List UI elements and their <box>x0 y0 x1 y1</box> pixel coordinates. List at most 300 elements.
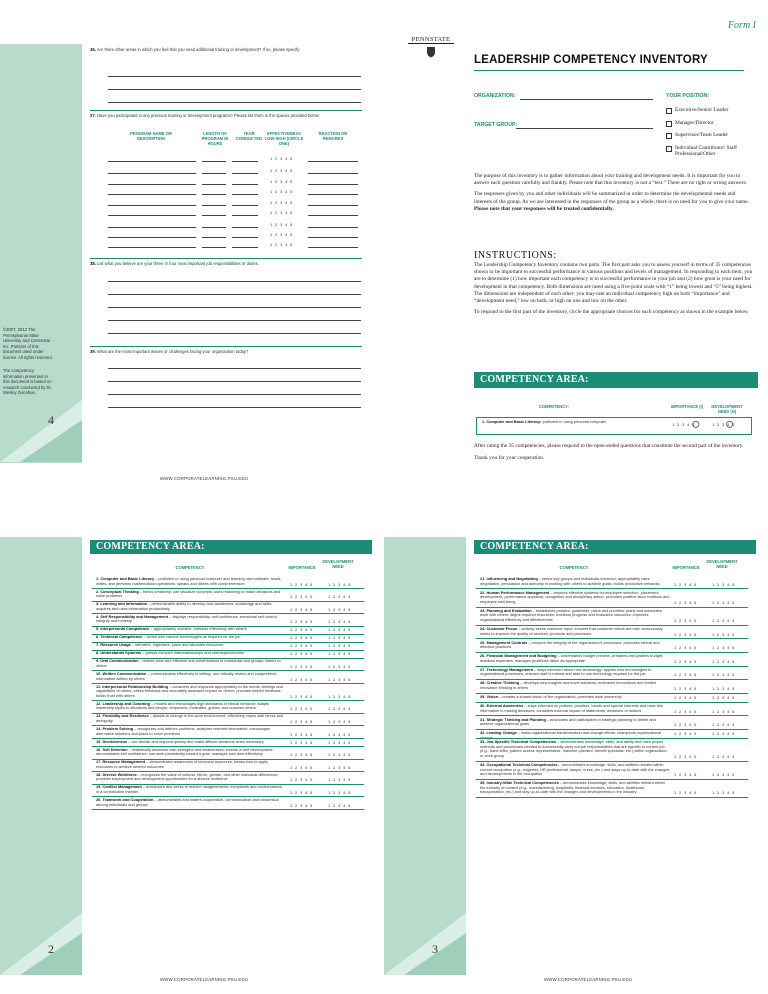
answer-line[interactable] <box>108 102 361 103</box>
confidentiality-note: Please note that your responses will be treated confidentially. <box>474 205 614 212</box>
col-reaction: REACTION OR REMARKS <box>318 131 348 141</box>
development-scale[interactable]: 1 2 3 4 5 <box>328 594 352 600</box>
importance-scale[interactable]: 1 2 3 4 5 <box>290 619 314 625</box>
length-field[interactable] <box>202 184 226 185</box>
sidebar-band <box>0 537 82 975</box>
question-36 <box>90 47 360 53</box>
development-scale[interactable]: 1 2 3 4 5 <box>712 790 736 796</box>
competency-text <box>96 672 286 681</box>
importance-scale[interactable]: 1 2 3 4 5 <box>674 722 698 728</box>
answer-line[interactable] <box>108 76 361 77</box>
development-scale[interactable]: 1 2 3 4 5 <box>712 722 736 728</box>
competency-desc: – can decide and respond quickly and make difficult decisions when necessary <box>127 738 264 744</box>
col-effectiveness: EFFECTIVENESS LOW HIGH (CIRCLE ONE) <box>264 131 304 146</box>
col-importance: IMPORTANCE <box>672 565 700 570</box>
program-name-field[interactable] <box>108 247 196 248</box>
question-number: 36. <box>90 47 96 52</box>
example-title: 1. Computer and Basic Literacy: <box>482 419 542 424</box>
competency-title: 23. Planning and Evaluation <box>480 607 532 613</box>
example-col-competency: COMPETENCY: <box>539 404 569 409</box>
competency-desc: – recognizes and defines problems, analyzes relevant information; encourages alternative solutions and plans to solve problems <box>96 726 270 736</box>
importance-scale[interactable]: 1 2 3 4 5 <box>290 731 314 737</box>
effectiveness-scale[interactable]: 1 2 3 4 5 <box>270 156 294 161</box>
competency-title: 14. Problem Solving <box>96 726 134 731</box>
answer-line[interactable] <box>108 281 361 282</box>
competency-text <box>480 577 670 586</box>
competency-text <box>480 654 670 663</box>
competency-text <box>96 685 286 699</box>
importance-scale[interactable]: 1 2 3 4 5 <box>674 754 698 759</box>
competency-desc: – grasps complex interrelationships and interdependencies <box>141 650 244 656</box>
competency-desc: – demonstrates knowledge, skills, and abilities needed within current occupation (e.g., engineer, HR professional, lawyer, nurse, etc.) and stays up-to-date with the changes and developments in the occupation <box>480 762 670 777</box>
importance-scale[interactable]: 1 2 3 4 5 <box>674 645 698 651</box>
instructions-heading: INSTRUCTIONS: <box>474 250 557 261</box>
importance-scale[interactable]: 1 2 3 4 5 <box>290 635 314 641</box>
answer-line[interactable] <box>108 407 361 408</box>
circled-rating-marks <box>384 0 768 497</box>
importance-scale[interactable]: 1 2 3 4 5 <box>290 693 314 699</box>
development-scale[interactable]: 1 2 3 4 5 <box>328 731 352 737</box>
col-development: DEVELOPMENT NEED <box>706 559 738 569</box>
page-number: 3 <box>432 942 438 956</box>
program-name-field[interactable] <box>108 194 196 195</box>
sidebar-copyright: ©2007, 2012 The Pennsylvania State University and Centrestar Inc. Portions of this document used under license. All rights reserved. <box>3 327 53 360</box>
importance-scale[interactable]: 1 2 3 4 5 <box>674 599 698 605</box>
program-name-field[interactable] <box>108 173 196 174</box>
effectiveness-scale[interactable]: 1 2 3 4 5 <box>270 179 294 184</box>
example-importance-scale: 1 2 3 4 5 <box>672 422 696 427</box>
importance-scale[interactable]: 1 2 3 4 5 <box>674 772 698 778</box>
importance-scale[interactable]: 1 2 3 4 5 <box>290 739 314 745</box>
competency-desc: – makes clear and effective oral presentations to individuals and groups; listens to others <box>96 658 281 668</box>
competency-desc: – anticipates and seeks to resolve disagreements, complaints and confrontations in a constructive manner <box>96 784 282 794</box>
competency-title: 25. Management Controls <box>480 639 528 645</box>
page-number: 4 <box>48 413 54 427</box>
year-field[interactable] <box>232 215 258 216</box>
remarks-field[interactable] <box>308 161 358 162</box>
competency-desc: – appropriately sociable, interacts effectively with others <box>149 626 247 632</box>
competency-text <box>96 577 286 586</box>
importance-scale[interactable]: 1 2 3 4 5 <box>290 790 314 795</box>
competency-text <box>96 785 286 794</box>
position-option-label: Executive/Senior Leader <box>675 107 729 113</box>
answer-line[interactable] <box>108 320 361 321</box>
remarks-field[interactable] <box>308 215 358 216</box>
instructions-paragraph-2: To respond to the first part of the inventory, circle the appropriate choices for each competency as shown in the example below. <box>474 309 749 316</box>
competency-desc: – considers and responds appropriately to the needs, feelings and capabilities of others; seeks feedback and accurately assesses impact on others; provides helpful feedback; builds trust with others <box>96 683 283 698</box>
effectiveness-scale[interactable]: 1 2 3 4 5 <box>270 222 294 227</box>
example-development-scale: 1 2 3 4 5 <box>712 422 736 427</box>
col-importance: IMPORTANCE <box>288 565 316 570</box>
form-label: Form I <box>727 20 756 31</box>
remarks-field[interactable] <box>308 237 358 238</box>
competency-text <box>96 602 286 611</box>
competency-title: 30. External Awareness <box>480 703 524 708</box>
development-scale[interactable]: 1 2 3 4 5 <box>328 739 352 745</box>
competency-desc: – creates a shared vision of the organization; promotes wide ownership <box>498 694 622 699</box>
answer-line[interactable] <box>108 381 361 382</box>
year-field[interactable] <box>232 227 258 228</box>
year-field[interactable] <box>232 237 258 238</box>
competency-title: 33. Job-Specific Technical Competencies <box>480 739 557 745</box>
development-scale[interactable]: 1 2 3 4 5 <box>712 581 736 587</box>
competency-desc: – stays informed about new technology; applies new technologies to organizational processes; ensures staff is trained and able to use technology required for the job <box>480 666 652 677</box>
program-name-field[interactable] <box>108 205 196 206</box>
development-scale[interactable]: 1 2 3 4 5 <box>712 708 736 714</box>
intro-paragraph-1: The purpose of this inventory is to gather information about your training and development needs. It is important for you to answer each question carefully and frankly. Please note that this inventory is not a “test.” There are no right or wrong answers. <box>474 173 747 187</box>
closing-text <box>474 443 754 462</box>
competency-title: 16. Self Direction <box>96 746 128 752</box>
competency-text <box>96 714 286 723</box>
competency-text <box>96 702 286 711</box>
competency-title: 32. Leading Change <box>480 730 517 736</box>
competency-text <box>480 704 670 713</box>
answer-line[interactable] <box>108 307 361 308</box>
importance-scale[interactable]: 1 2 3 4 5 <box>290 706 314 712</box>
example-col-importance: IMPORTANCE (I) <box>670 404 704 409</box>
length-field[interactable] <box>202 247 226 248</box>
importance-scale[interactable]: 1 2 3 4 5 <box>290 594 314 600</box>
length-field[interactable] <box>202 194 226 195</box>
competency-text <box>480 668 670 677</box>
length-field[interactable] <box>202 205 226 206</box>
competency-text <box>480 763 670 777</box>
competency-area-banner: COMPETENCY AREA: <box>90 540 372 554</box>
effectiveness-scale[interactable]: 1 2 3 4 5 <box>270 189 294 194</box>
development-scale[interactable]: 1 2 3 4 5 <box>712 631 736 637</box>
example-desc: proficient in using personal computer <box>542 419 607 424</box>
question-number: 39. <box>90 349 96 354</box>
remarks-field[interactable] <box>308 227 358 228</box>
development-scale[interactable]: 1 2 3 4 5 <box>712 645 736 651</box>
competency-title: 3. Learning and Information <box>96 601 148 607</box>
importance-scale[interactable]: 1 2 3 4 5 <box>290 664 314 669</box>
importance-scale[interactable]: 1 2 3 4 5 <box>290 627 314 633</box>
competency-title: 7. Resource Usage <box>96 642 131 648</box>
competency-desc: – models and encourages high standards of ethical behavior; adapts leadership styles to situations and people; empowers, motivates, guides, and coaches others <box>96 700 270 711</box>
competency-desc: – recognizes the value of cultural, ethnic, gender, and other individual differences; provides employment and development opportunities for a diverse workforce <box>96 771 279 782</box>
competency-desc: – develops new insights and novel solutions; embraces innovations and fosters innovative thinking in others <box>480 680 657 690</box>
footer-url: WWW.CORPORATELEARNING.PSU.EDU <box>544 977 633 982</box>
program-name-field[interactable] <box>108 237 196 238</box>
page-number: 2 <box>48 942 54 956</box>
program-name-field[interactable] <box>108 227 196 228</box>
competency-title: 9. Oral Communication <box>96 658 139 664</box>
competency-title: 28. Creative Thinking <box>480 680 520 686</box>
competency-title: 31. Strategic Thinking and Planning <box>480 716 546 722</box>
effectiveness-scale[interactable]: 1 2 3 4 5 <box>270 168 294 173</box>
importance-scale[interactable]: 1 2 3 4 5 <box>674 686 698 691</box>
year-field[interactable] <box>232 205 258 206</box>
target-group-label: TARGET GROUP: <box>474 122 518 128</box>
position-option-label: Supervisor/Team Leader <box>675 132 729 138</box>
competency-title: 20. Teamwork and Cooperation <box>96 797 154 802</box>
development-scale[interactable]: 1 2 3 4 5 <box>328 635 352 641</box>
question-39 <box>90 349 360 355</box>
competency-title: 27. Technology Management <box>480 666 533 672</box>
importance-scale[interactable]: 1 2 3 4 5 <box>290 676 314 682</box>
year-field[interactable] <box>232 161 258 162</box>
col-length: LENGTH OF PROGRAM IN HOURS <box>201 131 229 146</box>
development-scale[interactable]: 1 2 3 4 5 <box>712 618 736 623</box>
example-col-development: DEVELOPMENT NEED (N) <box>711 404 743 414</box>
competency-text <box>480 781 670 795</box>
competency-title: 21. Influencing and Negotiating <box>480 576 538 581</box>
development-scale[interactable]: 1 2 3 4 5 <box>328 764 352 770</box>
col-competency: COMPETENCY <box>175 565 205 570</box>
sidebar-band <box>384 537 466 975</box>
importance-scale[interactable]: 1 2 3 4 5 <box>290 777 314 783</box>
development-scale[interactable]: 1 2 3 4 5 <box>712 772 736 778</box>
competency-desc: – understands budget process, prepares and justifies budget; monitors expenses; manages profit/loss ratios as appropriate <box>480 653 664 663</box>
competency-desc: – ensures the integrity of the organization's processes; promotes ethical and effective practices <box>480 639 660 650</box>
competency-desc: – actively seeks customer input; ensures that customer needs are met; continuously seeks to improve the quality of services, products and processes <box>480 626 663 636</box>
competency-desc: – thinks creatively; can visualize concepts; uses reasoning to make decisions and solve problems <box>96 588 281 599</box>
question-text: Are there other areas in which you feel that you need additional training or development? If so, please specify: <box>96 47 301 52</box>
question-number: 38. <box>90 261 96 266</box>
closing-paragraph-1: After rating the 35 competencies, please respond to the open-ended questions that constitute the second part of the inventory. <box>474 443 744 449</box>
development-scale[interactable]: 1 2 3 4 5 <box>712 686 736 691</box>
importance-scale[interactable]: 1 2 3 4 5 <box>290 643 314 649</box>
importance-scale[interactable]: 1 2 3 4 5 <box>290 764 314 770</box>
remarks-field[interactable] <box>308 173 358 174</box>
remarks-field[interactable] <box>308 194 358 195</box>
importance-scale[interactable]: 1 2 3 4 5 <box>290 752 314 758</box>
development-scale[interactable]: 1 2 3 4 5 <box>328 752 352 758</box>
footer-url: WWW.CORPORATELEARNING.PSU.EDU <box>160 977 249 982</box>
col-competency: COMPETENCY <box>559 565 589 570</box>
importance-scale[interactable]: 1 2 3 4 5 <box>674 631 698 637</box>
competency-title: 6. Technical Competence <box>96 634 143 640</box>
col-program: PROGRAM NAME OR DESCRIPTION <box>130 131 172 141</box>
competency-desc: – works with various technologies as required for the job <box>142 634 241 640</box>
competency-text <box>480 627 670 636</box>
remarks-field[interactable] <box>308 184 358 185</box>
importance-scale[interactable]: 1 2 3 4 5 <box>290 802 314 808</box>
importance-scale[interactable]: 1 2 3 4 5 <box>290 719 314 724</box>
competency-desc: – communicates effectively in writing; can critically review and comprehend information written by others <box>96 671 277 681</box>
answer-line[interactable] <box>108 368 361 369</box>
answer-line[interactable] <box>108 89 361 90</box>
development-circle-mark <box>727 421 733 427</box>
competency-title: 24. Customer Focus <box>480 626 518 631</box>
effectiveness-scale[interactable]: 1 2 3 4 5 <box>270 200 294 205</box>
competency-desc: – adapts to change in the work environment; effectively copes with stress and ambiguity <box>96 713 284 723</box>
item-divider <box>92 809 364 810</box>
sidebar-research-note: The competency information presented in this document is based on research conducted by Dr. Wesley Donahue. <box>3 368 52 396</box>
competency-desc: – establishes policies, guidelines, plans and priorities; plans and schedules work with others; aligns required resources; monitors progress and evaluates outcomes; improves organizational efficiency and effectiveness <box>480 607 662 622</box>
competency-desc: – identifies, organizes, plans and allocates resources <box>130 642 224 648</box>
position-option-label: Manager/Director <box>675 119 714 126</box>
development-scale[interactable]: 1 2 3 4 5 <box>328 581 352 587</box>
competency-text <box>96 798 286 807</box>
competency-desc: – demonstrates ability to develop new awareness, knowledge and skills; acquires and uses information productively <box>96 601 273 611</box>
answer-line[interactable] <box>108 333 361 334</box>
page-4 <box>0 0 384 497</box>
importance-scale[interactable]: 1 2 3 4 5 <box>290 651 314 657</box>
competency-text <box>96 773 286 782</box>
competency-title: 29. Vision <box>480 694 499 699</box>
competency-title: 8. Understands Systems <box>96 650 142 656</box>
competency-desc: – displays responsibility, self confidence, emotional self control, integrity and honesty <box>96 613 278 624</box>
competency-text <box>480 609 670 623</box>
competency-text <box>480 718 670 727</box>
competency-text <box>96 635 286 640</box>
competency-text <box>96 748 286 757</box>
length-field[interactable] <box>202 215 226 216</box>
item-divider <box>476 797 748 798</box>
page-corner-decoration <box>384 913 466 975</box>
competency-text <box>480 740 670 758</box>
development-scale[interactable]: 1 2 3 4 5 <box>328 706 352 712</box>
competency-text <box>480 591 670 605</box>
development-scale[interactable]: 1 2 3 4 5 <box>328 802 352 808</box>
intro-paragraph-2-text: The responses given by you and other individuals will be summarized in order to determine the developmental needs and interests of the group. As we are interested in the responses of the group as a whole, there is no need for you to give your name. <box>474 191 749 205</box>
length-field[interactable] <box>202 173 226 174</box>
importance-scale[interactable]: 1 2 3 4 5 <box>674 618 698 623</box>
competency-title: 22. Human Performance Management <box>480 589 550 595</box>
your-position-label: YOUR POSITION: <box>666 93 709 99</box>
organization-label: ORGANIZATION: <box>474 93 516 99</box>
question-38 <box>90 261 360 267</box>
logo-wordmark: PENNSTATE <box>408 36 454 44</box>
competency-title: 35. Industry-Wide Technical Competencies <box>480 780 559 786</box>
development-scale[interactable]: 1 2 3 4 5 <box>328 643 352 649</box>
competency-title: 12. Leadership and Coaching <box>96 700 151 706</box>
competency-title: 2. Conceptual Thinking <box>96 588 139 594</box>
development-scale[interactable]: 1 2 3 4 5 <box>712 658 736 664</box>
development-scale[interactable]: 1 2 3 4 5 <box>328 693 352 699</box>
development-scale[interactable]: 1 2 3 4 5 <box>712 672 736 678</box>
development-scale[interactable]: 1 2 3 4 5 <box>328 790 352 795</box>
development-scale[interactable]: 1 2 3 4 5 <box>712 731 736 737</box>
competency-desc: – ensures effective systems for employee selection, placement, development, performance appraisal, recognition and disciplinary action; promotes positive labor relations and employee well-being <box>480 589 670 604</box>
answer-line[interactable] <box>108 394 361 395</box>
question-text: List what you believe are your three or four most important job responsibilities or duties. <box>97 261 259 266</box>
importance-scale[interactable]: 1 2 3 4 5 <box>674 790 698 796</box>
section-divider <box>90 346 362 347</box>
remarks-field[interactable] <box>308 247 358 248</box>
competency-area-banner: COMPETENCY AREA: <box>474 372 758 388</box>
competency-desc: – stays informed on policies, priorities, trends and special interests and uses this information in making decisions; considers external impact of statements, decisions or actions <box>480 703 663 713</box>
importance-scale[interactable]: 1 2 3 4 5 <box>674 658 698 664</box>
competency-area-banner: COMPETENCY AREA: <box>474 540 756 554</box>
effectiveness-scale[interactable]: 1 2 3 4 5 <box>270 232 294 237</box>
competency-title: 13. Flexibility and Resilience <box>96 713 149 719</box>
page-title: LEADERSHIP COMPETENCY INVENTORY <box>474 54 708 66</box>
answer-line[interactable] <box>108 294 361 295</box>
importance-circle-mark <box>693 421 699 427</box>
remarks-field[interactable] <box>308 205 358 206</box>
length-field[interactable] <box>202 161 226 162</box>
importance-scale[interactable]: 1 2 3 4 5 <box>674 672 698 678</box>
development-scale[interactable]: 1 2 3 4 5 <box>328 777 352 783</box>
importance-scale[interactable]: 1 2 3 4 5 <box>674 731 698 737</box>
competency-desc: – keeps key groups and individuals informed; appropriately uses negotiation, persuasion and authority in working with others to achieve goals; builds productive networks <box>480 576 660 586</box>
competency-title: 1. Computer and Basic Literacy <box>96 576 155 581</box>
competency-text <box>96 740 286 745</box>
competency-text <box>96 590 286 599</box>
development-scale[interactable]: 1 2 3 4 5 <box>328 664 352 669</box>
importance-scale[interactable]: 1 2 3 4 5 <box>290 606 314 612</box>
competency-desc: – demonstrates awareness of technical resources; knows how to apply resources to achieve desired outcomes <box>96 759 268 769</box>
development-scale[interactable]: 1 2 3 4 5 <box>328 676 352 682</box>
program-name-field[interactable] <box>108 161 196 162</box>
competency-title: 18. Diverse Workforce <box>96 771 137 777</box>
competency-title: 15. Decisiveness <box>96 738 128 744</box>
page-2 <box>0 497 384 994</box>
competency-text <box>480 695 670 700</box>
development-scale[interactable]: 1 2 3 4 5 <box>328 606 352 612</box>
development-scale[interactable]: 1 2 3 4 5 <box>328 627 352 633</box>
competency-title: 11. Interpersonal Relationship Building <box>96 683 168 689</box>
year-field[interactable] <box>232 184 258 185</box>
page-form-i <box>384 0 768 497</box>
importance-scale[interactable]: 1 2 3 4 5 <box>290 581 314 587</box>
competency-text <box>96 727 286 736</box>
competency-text <box>96 659 286 668</box>
question-37 <box>90 113 360 119</box>
competency-text <box>480 641 670 650</box>
page-corner-decoration <box>0 400 82 462</box>
competency-text <box>96 615 286 624</box>
development-scale[interactable]: 1 2 3 4 5 <box>328 619 352 625</box>
importance-scale[interactable]: 1 2 3 4 5 <box>674 695 698 700</box>
year-field[interactable] <box>232 194 258 195</box>
col-development: DEVELOPMENT NEED <box>322 559 354 569</box>
section-divider <box>90 110 362 111</box>
competency-desc: – demonstrates knowledge, skills, and ability and uses proper methods and procedures needed to successfully carry out job responsibilities that are specific to current job (e.g., bank teller, patient access representative, machine operator, benefit specialist, etc.) within organization or work-group <box>480 739 667 758</box>
closing-paragraph-2: Thank you for your cooperation. <box>474 455 545 462</box>
program-name-field[interactable] <box>108 215 196 216</box>
competency-title: 10. Written Communication <box>96 671 147 676</box>
competency-text <box>480 681 670 690</box>
effectiveness-scale[interactable]: 1 2 3 4 5 <box>270 210 294 215</box>
question-text: What are the most important issues or challenges facing your organization today? <box>97 349 249 354</box>
competency-desc: – demonstrates knowledge, skills, and abilities needed within the industry of context (e.g., manufacturing, hospitality, financial services, education, healthcare, transportation, etc.) and stay up-to-date with the changes and developments in the industry <box>480 780 665 795</box>
competency-desc: – realistically assesses own strengths and weaknesses; invests in self development; demonstrates self confidence; can work persistently toward a goal; manages own time effectively <box>96 746 274 757</box>
effectiveness-scale[interactable]: 1 2 3 4 5 <box>270 242 294 247</box>
competency-text <box>96 627 286 632</box>
year-field[interactable] <box>232 173 258 174</box>
program-name-field[interactable] <box>108 184 196 185</box>
competency-desc: – leads organizational transformation and change efforts; champions organizational change <box>480 730 662 740</box>
competency-title: 26. Financial Management and Budgeting <box>480 653 557 659</box>
importance-scale[interactable]: 1 2 3 4 5 <box>674 708 698 714</box>
length-field[interactable] <box>202 237 226 238</box>
importance-scale[interactable]: 1 2 3 4 5 <box>674 581 698 587</box>
development-scale[interactable]: 1 2 3 4 5 <box>712 599 736 605</box>
question-text: Have you participated in any previous training or development programs? Please list them in the spaces provided below: <box>97 113 320 118</box>
competency-desc: – advocates and participates in strategic planning to define and achieve organizational goals <box>480 716 656 727</box>
year-field[interactable] <box>232 247 258 248</box>
page-3 <box>384 497 768 994</box>
competency-desc: – proficient in using personal computer and learning new software; reads, writes, and performs mathematical operations; speaks and listens with comprehension <box>96 576 282 586</box>
development-scale[interactable]: 1 2 3 4 5 <box>712 695 736 700</box>
length-field[interactable] <box>202 227 226 228</box>
col-year: YEAR CONDUCTED <box>235 131 263 141</box>
competency-text <box>96 651 286 656</box>
footer-url: WWW.CORPORATELEARNING.PSU.EDU <box>160 476 249 481</box>
development-scale[interactable]: 1 2 3 4 5 <box>328 719 352 724</box>
competency-text <box>96 760 286 769</box>
development-scale[interactable]: 1 2 3 4 5 <box>712 754 736 759</box>
competency-title: 19. Conflict Management <box>96 784 142 790</box>
development-scale[interactable]: 1 2 3 4 5 <box>328 651 352 657</box>
instructions-paragraph-1: The Leadership Competency Inventory contains two parts. The first part asks you to assess yourself in terms of 35 competencies shown to be important to successful performance in various positions and levels of management. In responding to each item, you are to determine (1) how important each competency is to successful performance in your job and (2) how great is your need for development in that competency. Both dimensions are rated using a five-point scale with “1” being lowest and “5” being highest. The dimensions are independent of each other: you may rate an individual competency high on both “importance” and “development need,” low on both, or high on one and low on the other. <box>474 262 753 305</box>
position-option-label: Individual Contributor/ Staff Professional/Other <box>675 144 737 158</box>
competency-title: 4. Self Responsibility and Management <box>96 613 168 619</box>
